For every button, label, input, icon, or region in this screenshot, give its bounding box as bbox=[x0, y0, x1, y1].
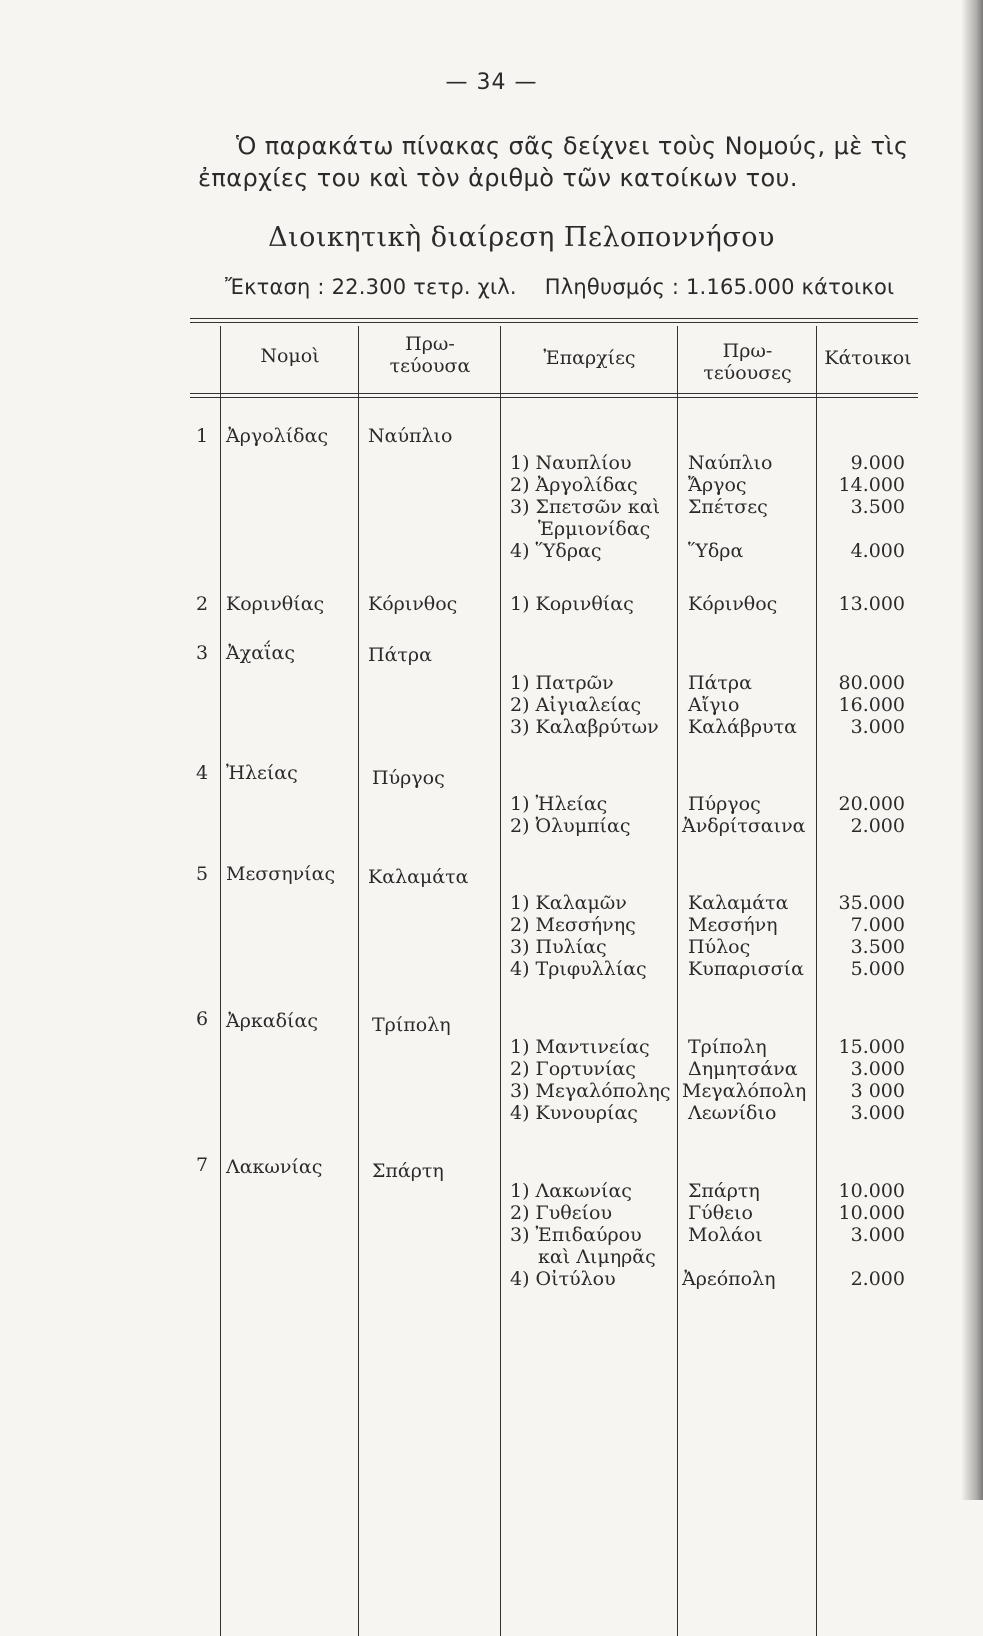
eparchy-capital: Τρίπολη bbox=[688, 1036, 767, 1058]
eparchy-name: 1) Πατρῶν bbox=[510, 672, 614, 694]
nomos-name: Ἠλείας bbox=[226, 762, 298, 784]
nomos-capital: Κόρινθος bbox=[368, 593, 458, 615]
eparchy-population: 5.000 bbox=[850, 958, 905, 980]
eparchy-capital: Μεγαλόπολη bbox=[682, 1080, 807, 1102]
eparchy-capital: Καλαμάτα bbox=[688, 892, 789, 914]
eparchy-population: 35.000 bbox=[838, 892, 905, 914]
nomos-capital: Καλαμάτα bbox=[368, 866, 469, 888]
eparchy-capital: Ναύπλιο bbox=[688, 452, 773, 474]
col-divider-5 bbox=[816, 326, 817, 1636]
intro-paragraph: Ὁ παρακάτω πίνακας σᾶς δείχνει τοὺς Νομούς, μὲ τὶς ἐπαρχίες του καὶ τὸν ἀριθμὸ τῶν κατοίκων του. bbox=[198, 132, 909, 192]
eparchy-population: 3.500 bbox=[850, 496, 905, 518]
table-header-rule bbox=[190, 393, 918, 394]
nomos-capital: Σπάρτη bbox=[372, 1160, 444, 1182]
eparchy-name: 4) Τριφυλλίας bbox=[510, 958, 647, 980]
eparchy-capital: Πύργος bbox=[688, 793, 761, 815]
eparchy-population: 2.000 bbox=[850, 1268, 905, 1290]
eparchy-population: 10.000 bbox=[838, 1202, 905, 1224]
eparchy-population: 20.000 bbox=[838, 793, 905, 815]
table-top-rule-2 bbox=[190, 322, 918, 323]
header-capital bbox=[360, 333, 500, 377]
eparchy-population: 3.000 bbox=[850, 1102, 905, 1124]
table-top-rule bbox=[190, 318, 918, 319]
nomos-number: 6 bbox=[196, 1008, 209, 1030]
eparchy-name: 2) Ἀργολίδας bbox=[510, 474, 638, 496]
col-divider-1 bbox=[220, 326, 221, 1636]
eparchy-capital: Κυπαρισσία bbox=[688, 958, 804, 980]
eparchy-population: 3.500 bbox=[850, 936, 905, 958]
eparchy-capital: Σπάρτη bbox=[688, 1180, 760, 1202]
header-eparchies: Ἐπαρχίες bbox=[543, 347, 636, 369]
eparchy-population: 13.000 bbox=[838, 593, 905, 615]
eparchy-capital: Σπέτσες bbox=[688, 496, 768, 518]
eparchy-name: 1) Μαντινείας bbox=[510, 1036, 650, 1058]
eparchy-population: 15.000 bbox=[838, 1036, 905, 1058]
nomos-name: Κορινθίας bbox=[226, 593, 325, 615]
eparchy-population: 3 000 bbox=[850, 1080, 905, 1102]
eparchy-name: 1) Ἠλείας bbox=[510, 793, 608, 815]
eparchy-name: 3) Μεγαλόπολης bbox=[510, 1080, 671, 1102]
eparchy-population: 9.000 bbox=[850, 452, 905, 474]
nomos-number: 2 bbox=[196, 593, 209, 615]
nomos-name: Μεσσηνίας bbox=[226, 863, 336, 885]
nomos-number: 3 bbox=[196, 642, 209, 664]
eparchy-capital: Αἴγιο bbox=[688, 694, 740, 716]
eparchy-name: 2) Ὀλυμπίας bbox=[510, 815, 631, 837]
header-nomoi: Νομοὶ bbox=[260, 345, 320, 367]
eparchy-name: 2) Γυθείου bbox=[510, 1202, 612, 1224]
nomos-number: 5 bbox=[196, 863, 209, 885]
eparchy-name: 3) Πυλίας bbox=[510, 936, 607, 958]
col-divider-3 bbox=[500, 326, 501, 1636]
nomos-number: 1 bbox=[196, 425, 209, 447]
col-divider-4 bbox=[677, 326, 678, 1636]
eparchy-capital: Κόρινθος bbox=[688, 593, 778, 615]
header-capitals-line1: Πρω- bbox=[722, 340, 773, 362]
eparchy-population: 14.000 bbox=[838, 474, 905, 496]
eparchy-population: 3.000 bbox=[850, 1058, 905, 1080]
page-title: Διοικητικὴ διαίρεση Πελοποννήσου bbox=[268, 222, 775, 253]
eparchy-name: 3) Ἐπιδαύρου bbox=[510, 1224, 642, 1246]
nomos-capital: Πύργος bbox=[372, 767, 445, 789]
eparchy-name-cont: Ἑρμιονίδας bbox=[538, 518, 651, 540]
nomos-name: Ἀρκαδίας bbox=[226, 1010, 318, 1032]
header-capital-line1: Πρω- bbox=[405, 333, 455, 355]
eparchy-capital: Δημητσάνα bbox=[688, 1058, 798, 1080]
header-residents: Κάτοικοι bbox=[824, 347, 912, 369]
nomos-number: 7 bbox=[196, 1154, 209, 1176]
eparchy-population: 80.000 bbox=[838, 672, 905, 694]
eparchy-capital: Καλάβρυτα bbox=[688, 716, 797, 738]
eparchy-capital: Μεσσήνη bbox=[688, 914, 778, 936]
eparchy-capital: Ἀνδρίτσαινα bbox=[682, 815, 806, 837]
stats-line bbox=[225, 275, 894, 299]
eparchy-name-cont: καὶ Λιμηρᾶς bbox=[538, 1246, 656, 1268]
col-divider-2 bbox=[358, 326, 359, 1636]
eparchy-capital: Ἀρεόπολη bbox=[682, 1268, 776, 1290]
eparchy-name: 4) Κυνουρίας bbox=[510, 1102, 638, 1124]
eparchy-name: 1) Λακωνίας bbox=[510, 1180, 632, 1202]
population-stat: Πληθυσμός : 1.165.000 κάτοικοι bbox=[544, 275, 895, 299]
page-number: — 34 — bbox=[445, 70, 538, 95]
eparchy-name: 4) Ὕδρας bbox=[510, 540, 602, 562]
header-capitals bbox=[679, 340, 816, 384]
eparchy-population: 3.000 bbox=[850, 1224, 905, 1246]
header-capital-line2: τεύουσα bbox=[389, 355, 471, 377]
eparchy-capital: Γύθειο bbox=[688, 1202, 753, 1224]
eparchy-population: 10.000 bbox=[838, 1180, 905, 1202]
eparchy-capital: Πύλος bbox=[688, 936, 751, 958]
eparchy-name: 1) Κορινθίας bbox=[510, 593, 634, 615]
eparchy-capital: Ὕδρα bbox=[688, 540, 744, 562]
nomos-capital: Τρίπολη bbox=[372, 1014, 451, 1036]
eparchy-capital: Μολάοι bbox=[688, 1224, 763, 1246]
eparchy-population: 3.000 bbox=[850, 716, 905, 738]
eparchy-name: 1) Καλαμῶν bbox=[510, 892, 627, 914]
eparchy-capital: Πάτρα bbox=[688, 672, 752, 694]
eparchy-capital: Ἄργος bbox=[688, 474, 747, 496]
nomos-name: Λακωνίας bbox=[226, 1156, 323, 1178]
nomos-name: Ἀχαΐας bbox=[226, 642, 295, 664]
nomos-capital: Πάτρα bbox=[368, 644, 432, 666]
nomos-number: 4 bbox=[196, 762, 209, 784]
eparchy-population: 4.000 bbox=[850, 540, 905, 562]
eparchy-name: 3) Καλαβρύτων bbox=[510, 716, 659, 738]
eparchy-name: 3) Σπετσῶν καὶ bbox=[510, 496, 661, 518]
eparchy-population: 16.000 bbox=[838, 694, 905, 716]
eparchy-name: 1) Ναυπλίου bbox=[510, 452, 632, 474]
eparchy-capital: Λεωνίδιο bbox=[688, 1102, 777, 1124]
header-capitals-line2: τεύουσες bbox=[703, 362, 792, 384]
area-stat: Ἔκταση : 22.300 τετρ. χιλ. bbox=[225, 275, 517, 299]
nomos-name: Ἀργολίδας bbox=[226, 425, 329, 447]
eparchy-name: 2) Μεσσήνης bbox=[510, 914, 636, 936]
eparchy-name: 2) Αἰγιαλείας bbox=[510, 694, 642, 716]
eparchy-name: 4) Οἰτύλου bbox=[510, 1268, 616, 1290]
eparchy-population: 7.000 bbox=[850, 914, 905, 936]
eparchy-name: 2) Γορτυνίας bbox=[510, 1058, 636, 1080]
table-header-rule-2 bbox=[190, 397, 918, 398]
nomos-capital: Ναύπλιο bbox=[368, 425, 453, 447]
eparchy-population: 2.000 bbox=[850, 815, 905, 837]
